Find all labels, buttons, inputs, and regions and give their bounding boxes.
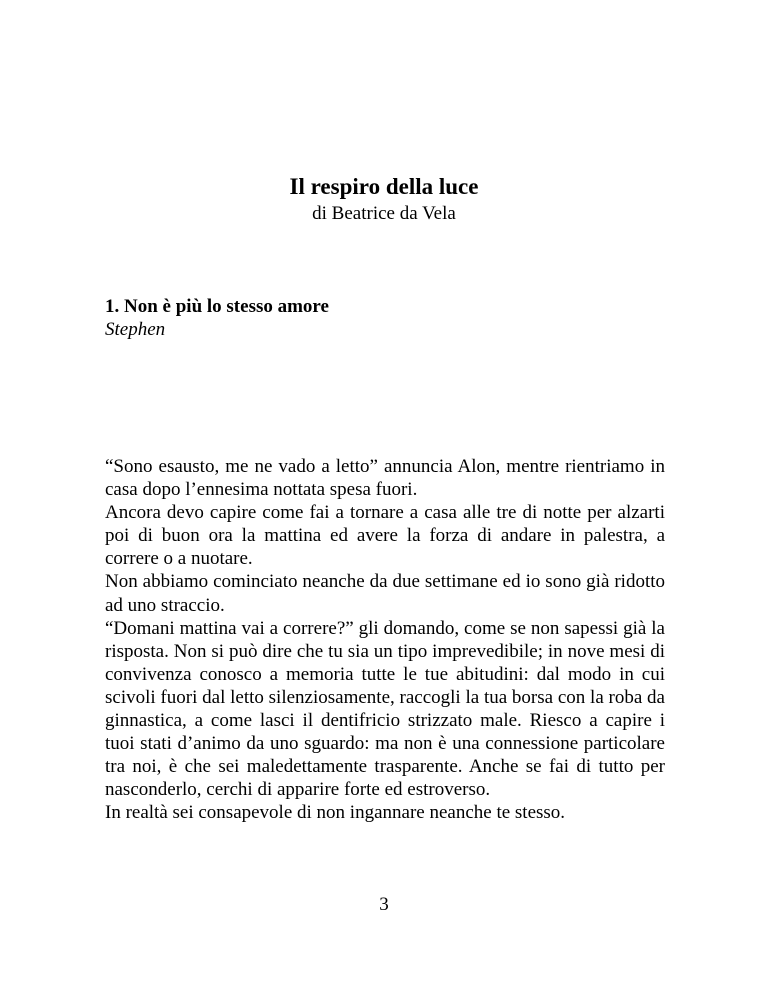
paragraph: “Domani mattina vai a correre?” gli domando, come se non sapessi già la risposta. Non si può dire che tu sia un tipo imprevedibile; in nove mesi di convivenza conosco a memoria tutte le tue abitudini: dal modo in cui scivoli fuori dal letto silenziosamente, raccogli la tua borsa con la roba da ginnastica, a come lasci il dentifricio strizzato male. Riesco a capire i tuoi stati d’animo da uno sguardo: ma non è una connessione particolare tra noi, è che sei maledettamente trasparente. Anche se fai di tutto per nasconderlo, cerchi di apparire forte ed estroverso. <box>105 617 665 801</box>
paragraph: In realtà sei consapevole di non ingannare neanche te stesso. <box>105 802 566 824</box>
paragraph: Ancora devo capire come fai a tornare a casa alle tre di notte per alzarti poi di buon ora la mattina ed avere la forza di andare in palestra, a correre o a nuotare. <box>105 502 665 570</box>
paragraph: Non abbiamo cominciato neanche da due settimane ed io sono già ridotto ad uno straccio. <box>105 571 665 616</box>
page-number: 3 <box>379 894 389 915</box>
author-line: di Beatrice da Vela <box>312 203 456 224</box>
body-text <box>105 455 665 825</box>
book-title: Il respiro della luce <box>289 174 479 199</box>
chapter-narrator: Stephen <box>105 319 166 340</box>
chapter-heading: 1. Non è più lo stesso amore <box>105 296 329 317</box>
paragraph: “Sono esausto, me ne vado a letto” annuncia Alon, mentre rientriamo in casa dopo l’ennesima nottata spesa fuori. <box>105 456 665 501</box>
